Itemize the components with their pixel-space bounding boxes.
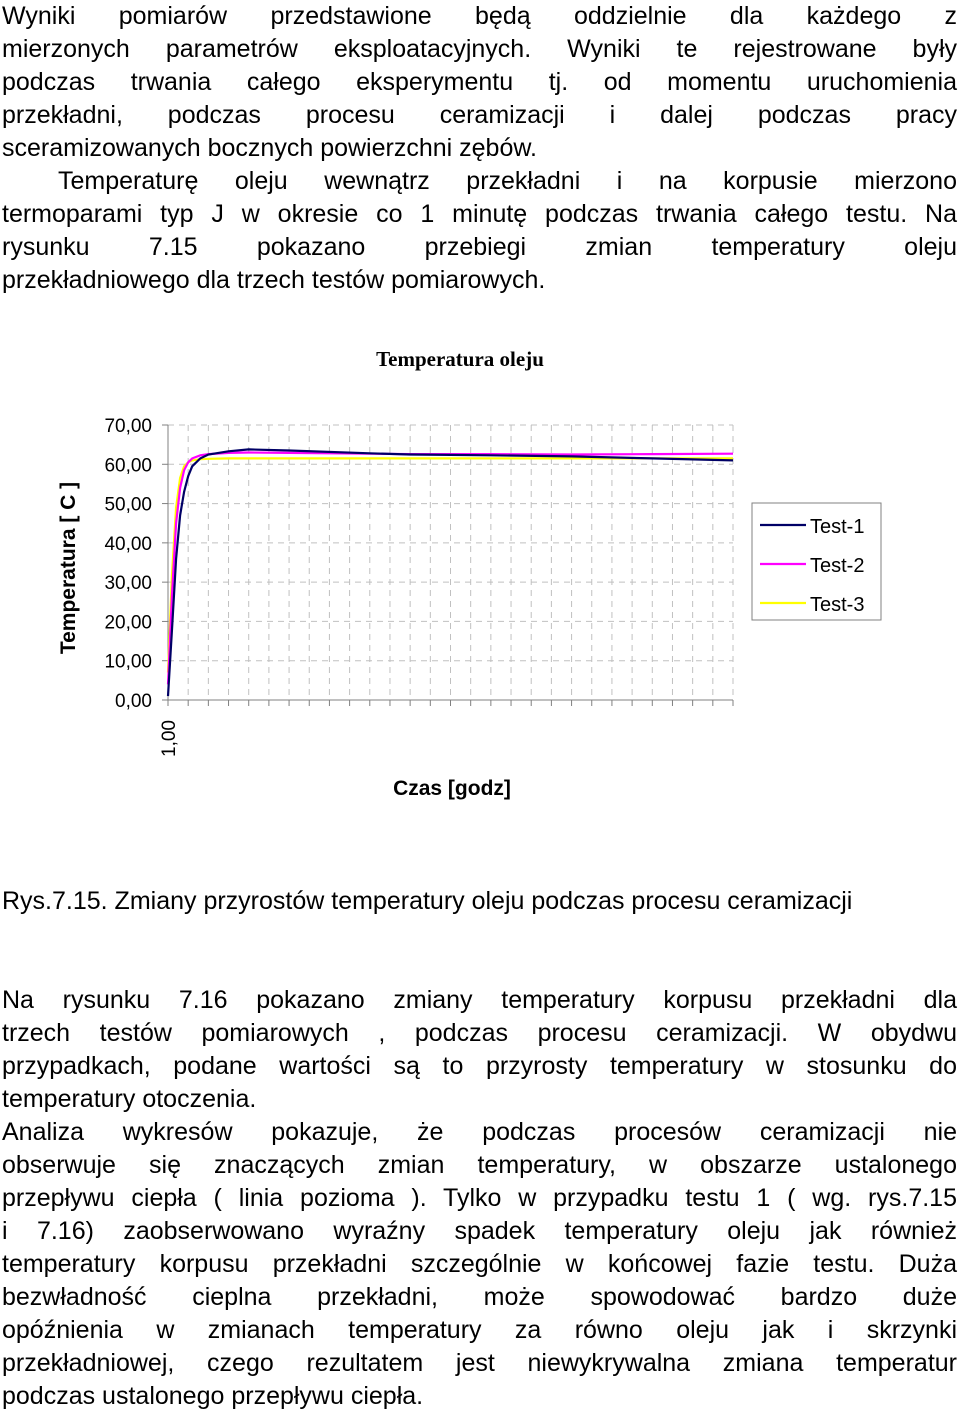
text-line: obserwuje się znaczących zmian temperatury, w obszarze ustalonego [2, 1151, 957, 1179]
text-line: podczas ustalonego przepływu ciepła. [2, 1382, 424, 1410]
text-line: bezwładność cieplna przekładni, może spowodować bardzo duże [2, 1283, 957, 1311]
x-tick-label: 1,00 [159, 720, 180, 757]
chart-title: Temperatura oleju [376, 347, 544, 371]
text-line: mierzonych parametrów eksploatacyjnych. Wyniki te rejestrowane były [2, 35, 957, 63]
y-tick-label: 40,00 [104, 533, 152, 555]
y-tick-label: 70,00 [104, 416, 152, 437]
x-axis-label: Czas [godz] [393, 777, 511, 800]
text-line: przepływu ciepła ( linia pozioma ). Tylko w przypadku testu 1 ( wg. rys.7.15 [2, 1184, 957, 1212]
legend-label: Test-2 [810, 555, 865, 577]
legend [752, 503, 881, 620]
text-line: temperatury otoczenia. [2, 1085, 257, 1113]
text-line: rysunku 7.15 pokazano przebiegi zmian temperatury oleju [2, 233, 957, 261]
text-line: przekładni, podczas procesu ceramizacji i dalej podczas pracy [2, 101, 957, 129]
text-line: przypadkach, podane wartości są to przyrosty temperatury w stosunku do [2, 1052, 957, 1080]
text-line: opóźnienia w zmianach temperatury za równo oleju jak i skrzynki [2, 1316, 957, 1344]
text-line: i 7.16) zaobserwowano wyraźny spadek temperatury oleju jak również [2, 1217, 957, 1245]
text-line: Analiza wykresów pokazuje, że podczas procesów ceramizacji nie [2, 1118, 957, 1146]
figure-caption: Rys.7.15. Zmiany przyrostów temperatury oleju podczas procesu ceramizacji [2, 887, 853, 915]
text-line: sceramizowanych bocznych powierzchni zębów. [2, 134, 537, 162]
y-tick-label: 10,00 [104, 651, 152, 673]
text-line: termoparami typ J w okresie co 1 minutę podczas trwania całego testu. Na [2, 200, 957, 228]
text-line: Na rysunku 7.16 pokazano zmiany temperatury korpusu przekładni dla [2, 986, 957, 1014]
legend-label: Test-1 [810, 516, 865, 538]
y-tick-label: 30,00 [104, 573, 152, 595]
legend-label: Test-3 [810, 594, 865, 616]
text-line: trzech testów pomiarowych , podczas procesu ceramizacji. W obydwu [2, 1019, 957, 1047]
text-line: przekładniowego dla trzech testów pomiarowych. [2, 266, 546, 294]
text-line: Temperaturę oleju wewnątrz przekładni i na korpusie mierzono [58, 167, 957, 195]
axes [104, 416, 733, 757]
series-line-test-3 [168, 458, 733, 672]
y-tick-label: 0,00 [115, 691, 152, 712]
text-line: temperatury korpusu przekładni szczególnie w końcowej fazie testu. Duża [2, 1250, 957, 1278]
y-tick-label: 60,00 [104, 455, 152, 477]
intro-paragraph [2, 0, 957, 297]
analysis-paragraph [2, 984, 957, 1413]
text-line: Wyniki pomiarów przedstawione będą oddzielnie dla każdego z [2, 2, 957, 30]
y-tick-label: 20,00 [104, 612, 152, 634]
grid [168, 425, 733, 700]
y-tick-label: 50,00 [104, 494, 152, 516]
text-line: przekładniowej, czego rezultatem jest niewykrywalna zmiana temperatur [2, 1349, 957, 1377]
y-axis-label: Temperatura [ C ] [57, 481, 80, 655]
oil-temperature-chart [0, 330, 960, 810]
text-line: podczas trwania całego eksperymentu tj. od momentu uruchomienia [2, 68, 957, 96]
